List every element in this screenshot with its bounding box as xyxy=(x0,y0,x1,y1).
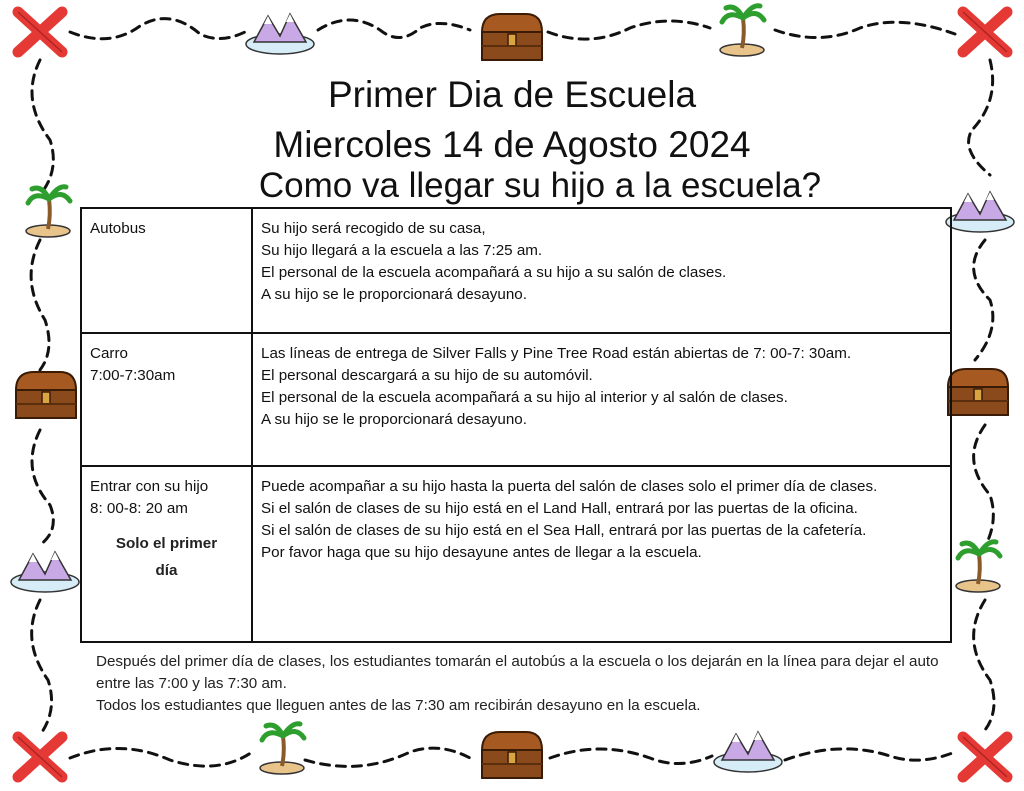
first-day-note-line: Solo el primer xyxy=(115,535,218,552)
page-subtitle: Como va llegar su hijo a la escuela? xyxy=(258,166,822,205)
detail-line: Si el salón de clases de su hijo está en el Sea Hall, entrará por las puertas de la cafetería. xyxy=(261,522,867,539)
arrival-details-cell xyxy=(252,208,951,333)
footer-note xyxy=(96,651,946,717)
detail-line: Su hijo llegará a la escuela a las 7:25 am. xyxy=(261,242,543,259)
event-date: Miercoles 14 de Agosto 2024 xyxy=(273,124,751,165)
detail-line: El personal de la escuela acompañará a su hijo a su salón de clases. xyxy=(261,264,727,281)
arrival-time-label: 8: 00-8: 20 am xyxy=(90,500,188,517)
x-mark-icon xyxy=(18,737,62,777)
detail-line: Por favor haga que su hijo desayune antes de llegar a la escuela. xyxy=(261,544,702,561)
footer-line: Todos los estudiantes que lleguen antes de las 7:30 am recibirán desayuno en la escuela. xyxy=(96,697,701,714)
mountain-icon xyxy=(714,732,782,772)
arrival-details-cell xyxy=(252,333,951,466)
x-mark-icon xyxy=(963,12,1007,52)
palm-island-icon xyxy=(720,6,764,56)
detail-line: Las líneas de entrega de Silver Falls y Pine Tree Road están abiertas de 7: 00-7: 30am. xyxy=(261,345,852,362)
table-row xyxy=(81,333,951,466)
detail-line: Si el salón de clases de su hijo está en el Land Hall, entrará por las puertas de la oficina. xyxy=(261,500,858,517)
palm-island-icon xyxy=(260,724,304,774)
arrival-method-cell xyxy=(81,466,252,642)
detail-line: El personal descargará a su hijo de su automóvil. xyxy=(261,367,593,384)
treasure-chest-icon xyxy=(16,372,76,418)
arrival-details-cell xyxy=(252,466,951,642)
first-day-note xyxy=(90,530,243,584)
arrival-options-table xyxy=(80,207,952,643)
arrival-method-label: Carro xyxy=(90,345,128,362)
detail-line: Puede acompañar a su hijo hasta la puerta del salón de clases solo el primer día de clases. xyxy=(261,478,878,495)
arrival-method-cell xyxy=(81,333,252,466)
arrival-method-label: Entrar con su hijo xyxy=(90,478,209,495)
footer-line: Después del primer día de clases, los estudiantes tomarán el autobús a la escuela o los dejarán en la línea para dejar el auto entre las 7:00 y las 7:30 am. xyxy=(96,653,939,692)
table-row xyxy=(81,208,951,333)
arrival-method-cell xyxy=(81,208,252,333)
mountain-icon xyxy=(11,552,79,592)
treasure-chest-icon xyxy=(482,732,542,778)
arrival-time-label: 7:00-7:30am xyxy=(90,367,176,384)
table-row xyxy=(81,466,951,642)
x-mark-icon xyxy=(963,737,1007,777)
x-mark-icon xyxy=(18,12,62,52)
treasure-chest-icon xyxy=(482,14,542,60)
mountain-icon xyxy=(246,14,314,54)
detail-line: Su hijo será recogido de su casa, xyxy=(261,220,486,237)
detail-line: El personal de la escuela acompañará a su hijo al interior y al salón de clases. xyxy=(261,389,788,406)
arrival-method-label: Autobus xyxy=(90,220,146,237)
first-day-note-line: día xyxy=(155,562,178,579)
palm-island-icon xyxy=(956,542,1000,592)
detail-line: A su hijo se le proporcionará desayuno. xyxy=(261,286,527,303)
treasure-chest-icon xyxy=(948,369,1008,415)
page-title: Primer Dia de Escuela xyxy=(327,74,697,115)
detail-line: A su hijo se le proporcionará desayuno. xyxy=(261,411,527,428)
